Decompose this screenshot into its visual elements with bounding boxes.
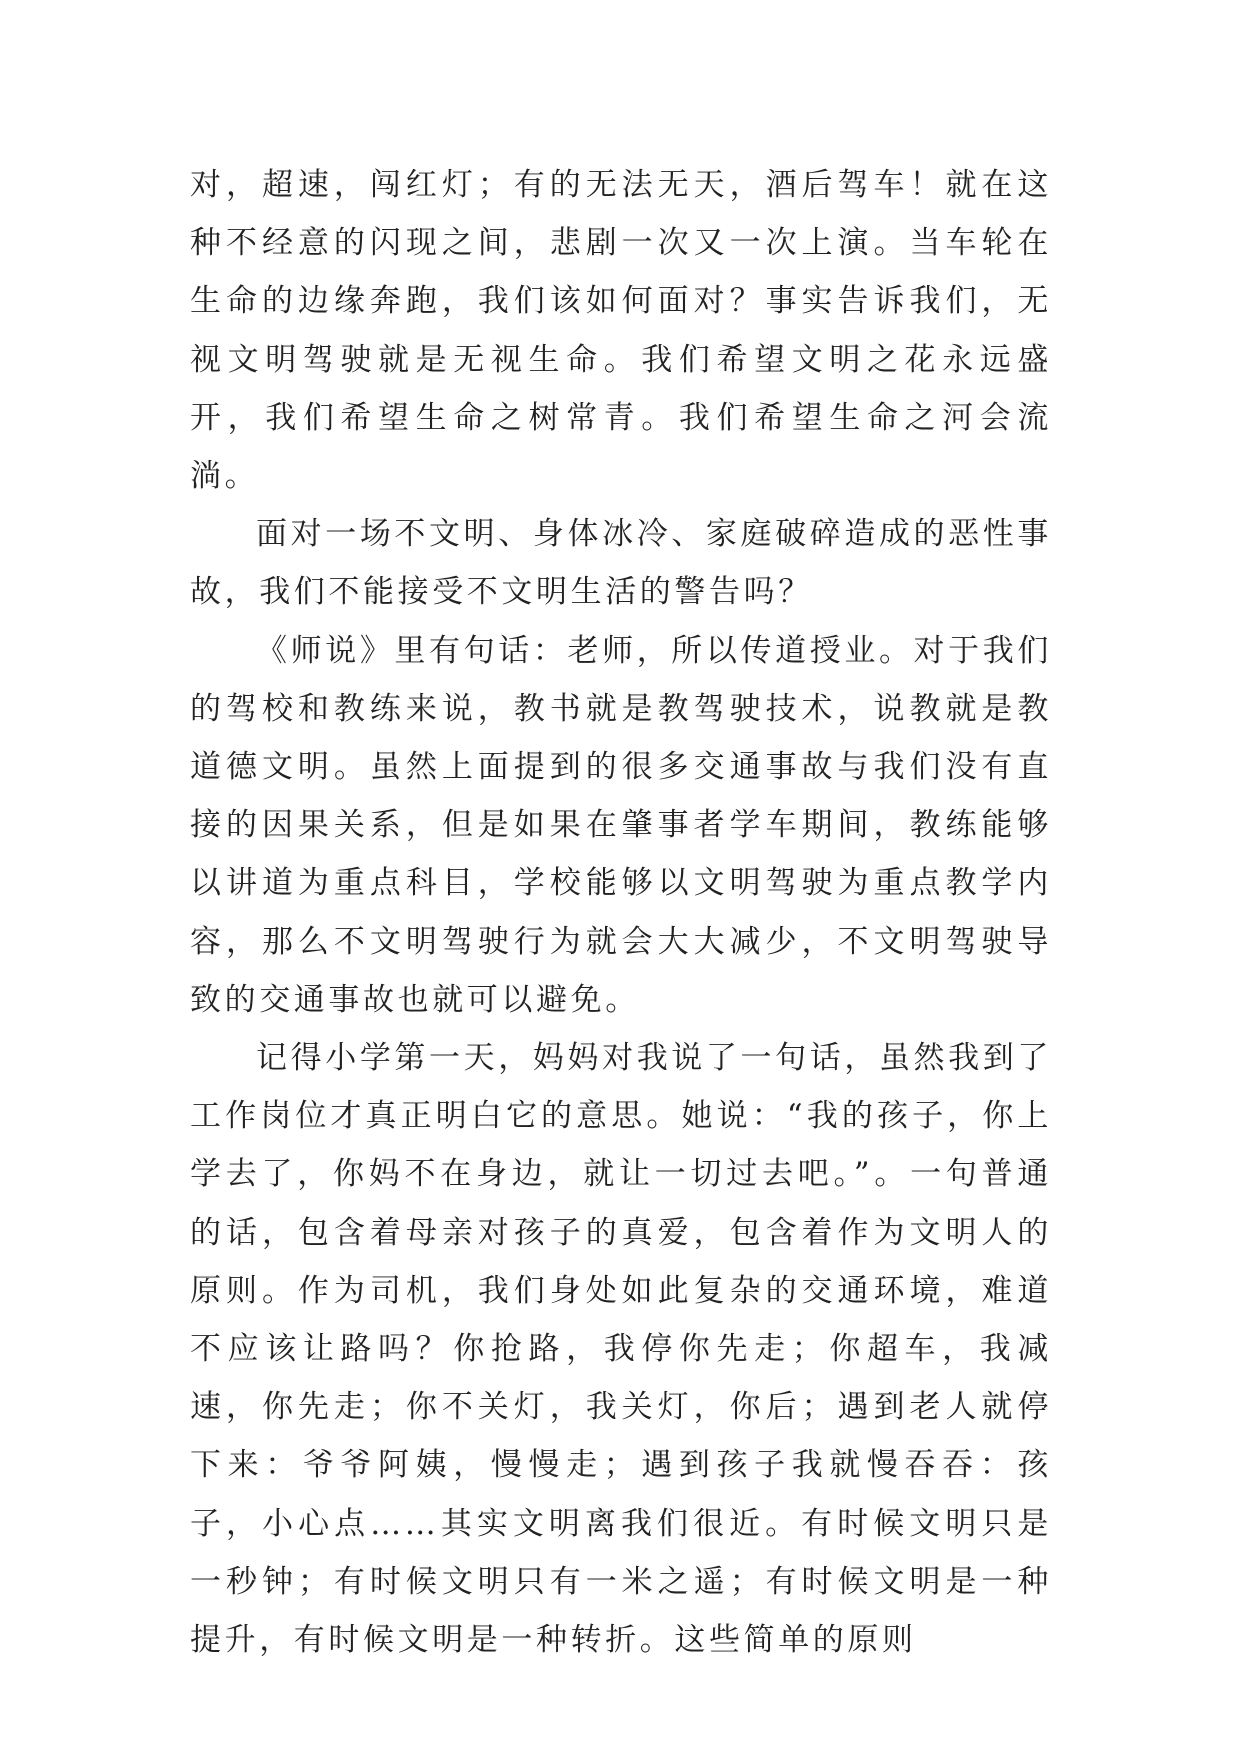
paragraph-1: 对，超速，闯红灯；有的无法无天，酒后驾车！就在这种不经意的闪现之间，悲剧一次又一次上演。当车轮在生命的边缘奔跑，我们该如何面对？事实告诉我们，无视文明驾驶就是无视生命。我们希望文明之花永远盛开，我们希望生命之树常青。我们希望生命之河会流淌。	[190, 167, 1052, 495]
paragraph-2: 面对一场不文明、身体冰冷、家庭破碎造成的恶性事故，我们不能接受不文明生活的警告吗？	[190, 516, 1052, 611]
body-text	[190, 156, 1052, 1669]
paragraph-4: 记得小学第一天，妈妈对我说了一句话，虽然我到了工作岗位才真正明白它的意思。她说：“我的孩子，你上学去了，你妈不在身边，就让一切过去吧。”。一句普通的话，包含着母亲对孩子的真爱，包含着作为文明人的原则。作为司机，我们身处如此复杂的交通环境，难道不应该让路吗？你抢路，我停你先走；你超车，我减速，你先走；你不关灯，我关灯，你后；遇到老人就停下来：爷爷阿姨，慢慢走；遇到孩子我就慢吞吞：孩子，小心点……其实文明离我们很近。有时候文明只是一秒钟；有时候文明只有一米之遥；有时候文明是一种提升，有时候文明是一种转折。这些简单的原则	[190, 1040, 1052, 1659]
paragraph-3: 《师说》里有句话：老师，所以传道授业。对于我们的驾校和教练来说，教书就是教驾驶技术，说教就是教道德文明。虽然上面提到的很多交通事故与我们没有直接的因果关系，但是如果在肇事者学车期间，教练能够以讲道为重点科目，学校能够以文明驾驶为重点教学内容，那么不文明驾驶行为就会大大减少，不文明驾驶导致的交通事故也就可以避免。	[190, 632, 1052, 1018]
